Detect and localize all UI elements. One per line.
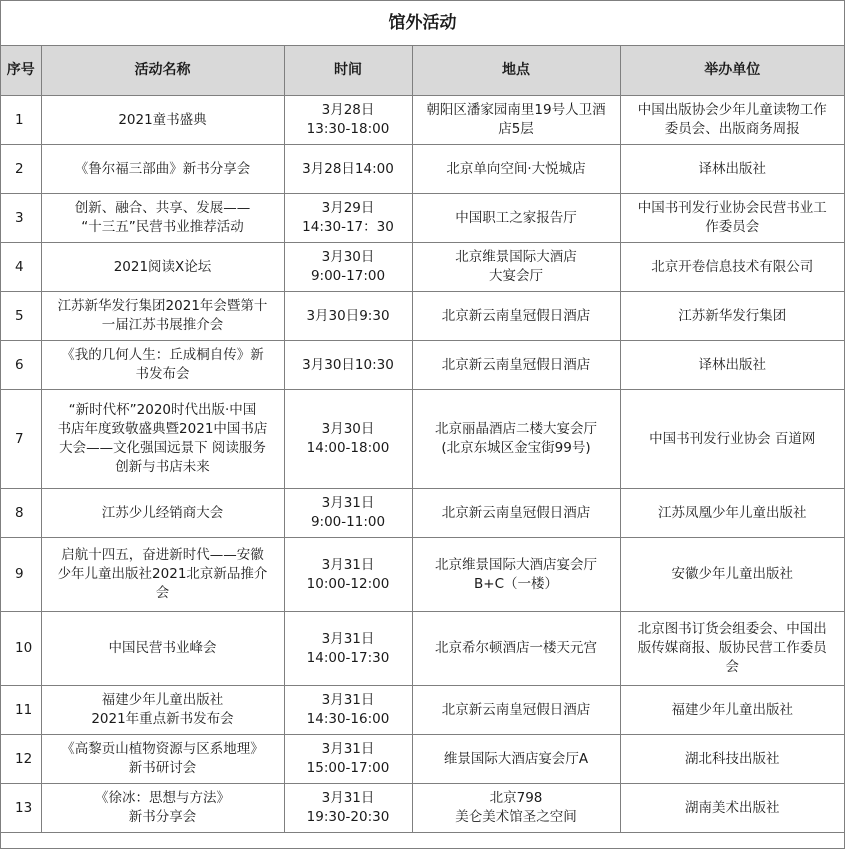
cell-time-line: 19:30-20:30 <box>306 809 390 825</box>
cell-time <box>284 194 412 243</box>
activities-table <box>1 46 844 833</box>
cell-place-line: 北京单向空间·大悦城店 <box>446 160 586 177</box>
cell-organizer-line: 北京开卷信息技术有限公司 <box>651 258 814 275</box>
cell-time-line: 3月30日9:30 <box>306 307 390 324</box>
cell-activity-name-line: “十三五”民营书业推荐活动 <box>81 219 244 235</box>
cell-activity-name <box>41 194 284 243</box>
cell-activity-name-line: 书发布会 <box>135 366 190 382</box>
cell-place-line: (北京东城区金宝街99号) <box>441 440 591 456</box>
cell-activity-name <box>41 390 284 489</box>
cell-activity-name-line: 少年儿童出版社2021北京新品推介 <box>57 566 268 582</box>
table-row <box>1 243 844 292</box>
cell-no: 9 <box>1 538 41 612</box>
cell-organizer <box>620 194 844 243</box>
cell-activity-name-line: 一届江苏书展推介会 <box>101 317 224 333</box>
cell-time-line: 15:00-17:00 <box>306 760 390 776</box>
cell-activity-name-line: 2021阅读X论坛 <box>113 258 212 275</box>
cell-organizer <box>620 612 844 686</box>
cell-place <box>412 341 620 390</box>
cell-time-line: 14:30-17：30 <box>302 219 394 235</box>
cell-time-line: 9:00-17:00 <box>310 268 386 284</box>
table-body <box>1 96 844 833</box>
cell-time-line: 3月31日 <box>321 630 375 647</box>
cell-place-line: 大宴会厅 <box>489 268 543 284</box>
cell-place-line: 维景国际大酒店宴会厅A <box>443 750 589 767</box>
col-header-time: 时间 <box>284 46 412 96</box>
cell-organizer <box>620 489 844 538</box>
cell-time-line: 3月29日 <box>321 200 375 216</box>
table-row <box>1 538 844 612</box>
sheet-title: 馆外活动 <box>1 1 844 46</box>
cell-place-line: 北京维景国际大酒店宴会厅 <box>435 556 597 573</box>
table-row <box>1 784 844 833</box>
cell-time <box>284 538 412 612</box>
cell-time <box>284 735 412 784</box>
cell-activity-name <box>41 784 284 833</box>
cell-organizer-line: 委员会、出版商务周报 <box>664 121 800 137</box>
cell-place-line: 店5层 <box>498 121 534 137</box>
cell-activity-name-line: 创新、融合、共享、发展—— <box>74 200 251 216</box>
cell-organizer <box>620 96 844 145</box>
cell-no: 2 <box>1 145 41 194</box>
cell-organizer-line: 福建少年儿童出版社 <box>671 701 793 718</box>
cell-activity-name-line: 2021童书盛典 <box>118 111 207 128</box>
cell-place-line: 北京新云南皇冠假日酒店 <box>441 356 591 373</box>
cell-activity-name <box>41 96 284 145</box>
cell-time-line: 9:00-11:00 <box>310 514 386 530</box>
cell-time-line: 13:30-18:00 <box>306 121 390 137</box>
cell-organizer <box>620 784 844 833</box>
cell-organizer-line: 会 <box>725 659 739 675</box>
cell-place <box>412 489 620 538</box>
cell-place <box>412 784 620 833</box>
cell-time <box>284 686 412 735</box>
cell-time <box>284 243 412 292</box>
cell-activity-name <box>41 292 284 341</box>
cell-no: 6 <box>1 341 41 390</box>
cell-place <box>412 96 620 145</box>
cell-place <box>412 735 620 784</box>
table-row <box>1 686 844 735</box>
cell-no: 5 <box>1 292 41 341</box>
cell-place-line: 北京新云南皇冠假日酒店 <box>441 504 591 521</box>
cell-no: 4 <box>1 243 41 292</box>
cell-time-line: 3月30日 <box>321 249 375 265</box>
cell-organizer-line: 版传媒商报、版协民营工作委员 <box>637 640 827 656</box>
cell-no: 10 <box>1 612 41 686</box>
cell-activity-name <box>41 686 284 735</box>
cell-time-line: 3月30日 <box>321 421 375 437</box>
cell-organizer-line: 湖北科技出版社 <box>685 750 780 767</box>
cell-time-line: 3月31日 <box>321 790 375 806</box>
table-row <box>1 612 844 686</box>
cell-place <box>412 538 620 612</box>
table-row <box>1 341 844 390</box>
cell-activity-name <box>41 489 284 538</box>
cell-organizer-line: 中国书刊发行业协会 百道网 <box>649 430 816 447</box>
cell-place-line: B+C（一楼） <box>474 575 558 592</box>
cell-activity-name-line: 《高黎贡山植物资源与区系地理》 <box>61 741 264 757</box>
cell-activity-name <box>41 612 284 686</box>
cell-activity-name-line: 江苏新华发行集团2021年会暨第十 <box>57 298 268 314</box>
cell-organizer-line: 安徽少年儿童出版社 <box>671 566 793 582</box>
table-row <box>1 292 844 341</box>
cell-place <box>412 145 620 194</box>
cell-organizer-line: 江苏凤凰少年儿童出版社 <box>658 504 807 521</box>
cell-time-line: 3月28日 <box>321 102 375 118</box>
cell-organizer-line: 作委员会 <box>705 219 760 235</box>
cell-time <box>284 96 412 145</box>
col-header-place: 地点 <box>412 46 620 96</box>
cell-activity-name-line: “新时代杯”2020时代出版·中国 <box>68 402 257 418</box>
cell-activity-name-line: 江苏少儿经销商大会 <box>101 504 224 521</box>
cell-place <box>412 194 620 243</box>
cell-time <box>284 784 412 833</box>
cell-activity-name-line: 书店年度致敬盛典暨2021中国书店 <box>57 421 268 437</box>
cell-place <box>412 390 620 489</box>
cell-activity-name-line: 中国民营书业峰会 <box>108 640 217 656</box>
cell-activity-name <box>41 145 284 194</box>
table-row <box>1 145 844 194</box>
cell-activity-name <box>41 735 284 784</box>
table-row <box>1 489 844 538</box>
cell-place <box>412 686 620 735</box>
cell-place-line: 北京新云南皇冠假日酒店 <box>441 701 591 718</box>
cell-organizer <box>620 390 844 489</box>
cell-place-line: 北京丽晶酒店二楼大宴会厅 <box>435 421 597 437</box>
cell-organizer <box>620 538 844 612</box>
cell-organizer <box>620 145 844 194</box>
table-row <box>1 735 844 784</box>
cell-no: 8 <box>1 489 41 538</box>
cell-organizer-line: 中国出版协会少年儿童读物工作 <box>637 102 827 118</box>
cell-time <box>284 612 412 686</box>
cell-time-line: 14:00-18:00 <box>306 440 390 456</box>
cell-activity-name-line: 2021年重点新书发布会 <box>91 711 234 727</box>
table-row <box>1 390 844 489</box>
cell-activity-name-line: 福建少年儿童出版社 <box>101 692 224 708</box>
cell-place-line: 北京798 <box>489 790 543 806</box>
header-row <box>1 46 844 96</box>
cell-no: 11 <box>1 686 41 735</box>
cell-place-line: 美仑美术馆圣之空间 <box>455 809 577 825</box>
cell-time-line: 3月31日 <box>321 556 375 573</box>
col-header-no: 序号 <box>1 46 41 96</box>
cell-place <box>412 292 620 341</box>
cell-no: 1 <box>1 96 41 145</box>
cell-time-line: 14:30-16:00 <box>306 711 390 727</box>
cell-organizer <box>620 686 844 735</box>
cell-activity-name-line: 新书研讨会 <box>128 760 197 776</box>
cell-organizer-line: 中国书刊发行业协会民营书业工 <box>637 200 827 216</box>
cell-organizer <box>620 341 844 390</box>
cell-place <box>412 243 620 292</box>
cell-place-line: 北京维景国际大酒店 <box>455 249 577 265</box>
cell-activity-name-line: 会 <box>155 585 170 601</box>
col-header-org: 举办单位 <box>620 46 844 96</box>
cell-time <box>284 489 412 538</box>
cell-organizer <box>620 292 844 341</box>
cell-place-line: 北京新云南皇冠假日酒店 <box>441 307 591 324</box>
cell-no: 13 <box>1 784 41 833</box>
cell-organizer-line: 北京图书订货会组委会、中国出 <box>637 621 827 637</box>
cell-time <box>284 390 412 489</box>
cell-activity-name-line: 《鲁尔福三部曲》新书分享会 <box>74 160 251 177</box>
cell-organizer-line: 译林出版社 <box>698 160 766 177</box>
cell-activity-name <box>41 243 284 292</box>
cell-time-line: 3月30日10:30 <box>302 356 394 373</box>
cell-time <box>284 341 412 390</box>
cell-organizer-line: 湖南美术出版社 <box>685 799 780 816</box>
cell-time <box>284 145 412 194</box>
cell-place-line: 北京希尔顿酒店一楼天元宫 <box>435 640 597 656</box>
cell-organizer-line: 译林出版社 <box>698 356 766 373</box>
col-header-name: 活动名称 <box>41 46 284 96</box>
cell-time <box>284 292 412 341</box>
cell-activity-name-line: 大会——文化强国远景下 阅读服务 <box>59 440 266 456</box>
cell-time-line: 3月31日 <box>321 495 375 511</box>
cell-no: 3 <box>1 194 41 243</box>
cell-no: 7 <box>1 390 41 489</box>
cell-organizer <box>620 243 844 292</box>
cell-activity-name-line: 启航十四五，奋进新时代——安徽 <box>61 547 264 563</box>
cell-time-line: 3月31日 <box>321 741 375 757</box>
cell-time-line: 10:00-12:00 <box>306 575 390 592</box>
table-row <box>1 194 844 243</box>
cell-place <box>412 612 620 686</box>
cell-time-line: 3月31日 <box>321 692 375 708</box>
cell-activity-name-line: 新书分享会 <box>128 809 197 825</box>
cell-activity-name <box>41 538 284 612</box>
cell-activity-name-line: 《我的几何人生：丘成桐自传》新 <box>61 347 264 363</box>
cell-place-line: 朝阳区潘家园南里19号人卫酒 <box>426 102 606 118</box>
cell-organizer <box>620 735 844 784</box>
cell-activity-name <box>41 341 284 390</box>
cell-activity-name-line: 创新与书店未来 <box>115 459 210 475</box>
cell-place-line: 中国职工之家报告厅 <box>455 209 577 226</box>
cell-organizer-line: 江苏新华发行集团 <box>678 307 787 324</box>
cell-time-line: 14:00-17:30 <box>306 649 390 666</box>
cell-time-line: 3月28日14:00 <box>302 160 394 177</box>
cell-no: 12 <box>1 735 41 784</box>
table-row <box>1 96 844 145</box>
cell-activity-name-line: 《徐冰：思想与方法》 <box>95 790 230 806</box>
